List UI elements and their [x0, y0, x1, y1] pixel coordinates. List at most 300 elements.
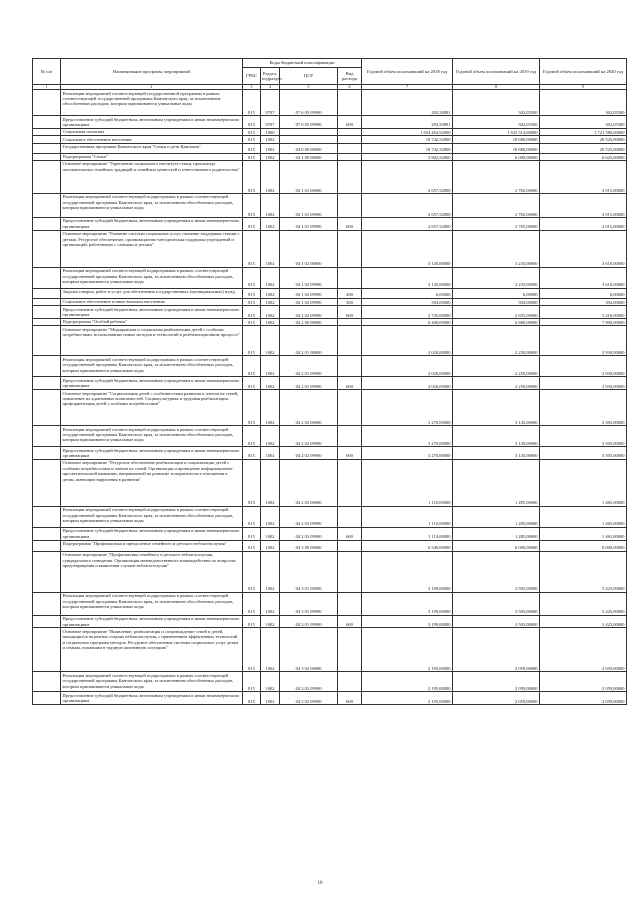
- amount-2018-cell: 3 199,00000: [362, 551, 453, 592]
- grbs-code-cell: 815: [243, 267, 261, 288]
- amount-2019-cell: 2 250,00000: [453, 326, 540, 356]
- expense-type-cell: [338, 136, 362, 143]
- row-number-cell: [33, 551, 61, 592]
- expense-type-cell: [338, 592, 362, 615]
- section-code-cell: 1000: [261, 128, 280, 135]
- table-row: [33, 160, 627, 193]
- row-number-cell: [33, 326, 61, 356]
- amount-2018-cell: 18 742,52000: [362, 136, 453, 143]
- grbs-code-cell: 815: [243, 306, 261, 319]
- program-name-cell: Подпрограмма "Семья": [61, 153, 243, 160]
- grbs-code-cell: 815: [243, 193, 261, 217]
- amount-2019-cell: 6 000,00000: [453, 540, 540, 551]
- amount-2019-cell: 18 680,00000: [453, 136, 540, 143]
- grbs-code-cell: 815: [243, 116, 261, 129]
- table-row: [33, 230, 627, 267]
- column-index-cell: 4: [261, 85, 280, 90]
- amount-2020-cell: 3 425,00000: [540, 615, 627, 628]
- csr-code-cell: 04 2 00 00000: [280, 318, 338, 325]
- amount-2018-cell: 2 195,00000: [362, 692, 453, 705]
- row-number-cell: [33, 377, 61, 390]
- amount-2020-cell: 3 015,00000: [540, 160, 627, 193]
- table-body: [33, 90, 627, 705]
- header-no: № п/п: [33, 59, 61, 85]
- expense-type-cell: [338, 230, 362, 267]
- grbs-code-cell: 815: [243, 230, 261, 267]
- table-row: [33, 298, 627, 305]
- program-name-cell: Предоставление субсидий бюджетным, автономным учреждениям и иным некоммерческим организациям: [61, 377, 243, 390]
- amount-2020-cell: 302,05500: [540, 90, 627, 116]
- amount-2019-cell: 302,05500: [453, 90, 540, 116]
- section-code-cell: 1002: [261, 298, 280, 305]
- amount-2019-cell: 1 285,00000: [453, 527, 540, 540]
- grbs-code-cell: 815: [243, 592, 261, 615]
- amount-2018-cell: 3 145,00000: [362, 267, 453, 288]
- amount-2019-cell: 2 059,00000: [453, 692, 540, 705]
- program-name-cell: Социальная политика: [61, 128, 243, 135]
- expense-type-cell: [338, 672, 362, 692]
- amount-2020-cell: 2 930,00000: [540, 326, 627, 356]
- amount-2020-cell: 1 465,00000: [540, 459, 627, 506]
- expense-type-cell: 600: [338, 527, 362, 540]
- expense-type-cell: [338, 90, 362, 116]
- grbs-code-cell: 815: [243, 551, 261, 592]
- amount-2018-cell: 1 654 464,92000: [362, 128, 453, 135]
- section-code-cell: 1002: [261, 540, 280, 551]
- amount-2019-cell: 6 680,00000: [453, 318, 540, 325]
- expense-type-cell: [338, 628, 362, 672]
- program-name-cell: Предоставление субсидий бюджетным, автономным учреждениям и иным некоммерческим организациям: [61, 615, 243, 628]
- expense-type-cell: [338, 153, 362, 160]
- amount-2018-cell: 2 657,52000: [362, 193, 453, 217]
- amount-2020-cell: 3 505,00000: [540, 390, 627, 426]
- section-code-cell: 1002: [261, 390, 280, 426]
- table-row: [33, 459, 627, 506]
- amount-2018-cell: 6 540,00000: [362, 540, 453, 551]
- amount-2018-cell: 2 195,00000: [362, 628, 453, 672]
- header-2020: Годовой объем ассигнований на 2020 год: [540, 59, 627, 85]
- row-number-cell: [33, 672, 61, 692]
- row-number-cell: [33, 160, 61, 193]
- section-code-cell: 1002: [261, 551, 280, 592]
- table-row: [33, 136, 627, 143]
- grbs-code-cell: 815: [243, 426, 261, 447]
- csr-code-cell: 04 1 02 09990: [280, 306, 338, 319]
- amount-2018-cell: 5 802,52000: [362, 153, 453, 160]
- table-row: [33, 193, 627, 217]
- csr-code-cell: 04 3 02 00000: [280, 628, 338, 672]
- row-number-cell: [33, 136, 61, 143]
- csr-code-cell: 04 1 00 00000: [280, 153, 338, 160]
- amount-2020-cell: 1 721 580,60000: [540, 128, 627, 135]
- amount-2020-cell: 2 930,00000: [540, 377, 627, 390]
- section-code-cell: 1002: [261, 356, 280, 377]
- table-row: [33, 615, 627, 628]
- grbs-code-cell: 815: [243, 356, 261, 377]
- csr-code-cell: 04 2 01 00000: [280, 326, 338, 356]
- csr-code-cell: 04 1 02 00000: [280, 230, 338, 267]
- amount-2018-cell: 1 110,00000: [362, 527, 453, 540]
- amount-2018-cell: 6,00000: [362, 288, 453, 298]
- csr-code-cell: 04 1 01 09990: [280, 193, 338, 217]
- program-name-cell: Основное мероприятие "Выявление, реабилитация и сопровождение семей и детей, находящихся на разных стадиях неблагополучия, с применением эффективных технологий и социальных программ методов. Ресурсное обеспечение системы социальных услуг детям и семьям, попавшим в трудную жизненную ситуацию": [61, 628, 243, 672]
- section-code-cell: 1002: [261, 506, 280, 527]
- section-code-cell: 1002: [261, 692, 280, 705]
- amount-2019-cell: 2 765,00000: [453, 193, 540, 217]
- amount-2019-cell: 2 835,00000: [453, 306, 540, 319]
- csr-code-cell: 04 2 03 09990: [280, 527, 338, 540]
- amount-2018-cell: 3 199,00000: [362, 592, 453, 615]
- section-code-cell: 1002: [261, 377, 280, 390]
- program-name-cell: Реализация мероприятий соответствующей государственной программы в рамках соответствующей государственной программы Камчатского края, за исключением обособленных расходов, которым присваиваются уникальные коды: [61, 90, 243, 116]
- section-code-cell: 1002: [261, 306, 280, 319]
- amount-2018-cell: 293,50891: [362, 116, 453, 129]
- grbs-code-cell: 815: [243, 459, 261, 506]
- column-index-cell: 2: [61, 85, 243, 90]
- table-row: [33, 692, 627, 705]
- grbs-code-cell: 815: [243, 217, 261, 230]
- table-row: [33, 628, 627, 672]
- amount-2020-cell: 2 059,00000: [540, 628, 627, 672]
- row-number-cell: [33, 459, 61, 506]
- row-number-cell: [33, 116, 61, 129]
- program-name-cell: Основное мероприятие "Развитие системы социальных услуг, оказание поддержки семьям с детьми. Ресурсное обеспечение, организационно-методическая поддержка учреждений и организаций, работающих с семьями и детьми": [61, 230, 243, 267]
- csr-code-cell: 04 2 03 00000: [280, 459, 338, 506]
- expense-type-cell: 600: [338, 116, 362, 129]
- csr-code-cell: 04 2 02 00000: [280, 390, 338, 426]
- amount-2018-cell: 18 742,52000: [362, 143, 453, 153]
- amount-2020-cell: 3 505,00000: [540, 426, 627, 447]
- row-number-cell: [33, 298, 61, 305]
- amount-2020-cell: 3 505,00000: [540, 447, 627, 460]
- section-code-cell: 1002: [261, 672, 280, 692]
- row-number-cell: [33, 628, 61, 672]
- amount-2019-cell: 3 145,00000: [453, 447, 540, 460]
- table-row: [33, 143, 627, 153]
- program-name-cell: Предоставление субсидий бюджетным, автономным учреждениям и иным некоммерческим организациям: [61, 447, 243, 460]
- section-code-cell: 1002: [261, 447, 280, 460]
- amount-2019-cell: 394,00000: [453, 298, 540, 305]
- expense-type-cell: [338, 459, 362, 506]
- amount-2020-cell: 3 610,00000: [540, 230, 627, 267]
- header-csr: ЦСР: [280, 68, 338, 85]
- csr-code-cell: 04 2 02 09990: [280, 426, 338, 447]
- program-name-cell: Социальное обеспечение населения: [61, 136, 243, 143]
- program-name-cell: Реализация мероприятий соответствующей подпрограммы в рамках соответствующей государственной программы Камчатского края, за исключением обособленных расходов, которым присваиваются уникальные коды: [61, 592, 243, 615]
- csr-code-cell: 07 6 05 09990: [280, 116, 338, 129]
- expense-type-cell: 600: [338, 217, 362, 230]
- table-row: [33, 318, 627, 325]
- amount-2020-cell: 3 015,00000: [540, 193, 627, 217]
- amount-2018-cell: 3 270,00000: [362, 426, 453, 447]
- section-code-cell: 1002: [261, 143, 280, 153]
- amount-2020-cell: 3 015,00000: [540, 217, 627, 230]
- program-name-cell: Предоставление субсидий бюджетным, автономным учреждениям и иным некоммерческим организациям: [61, 527, 243, 540]
- table-row: [33, 128, 627, 135]
- program-name-cell: Государственная программа Камчатского края "Семья и дети Камчатки": [61, 143, 243, 153]
- budget-table-sheet: [32, 58, 626, 705]
- program-name-cell: Предоставление субсидий бюджетным, автономным учреждениям и иным некоммерческим организациям: [61, 217, 243, 230]
- expense-type-cell: 600: [338, 447, 362, 460]
- amount-2018-cell: 2 020,00000: [362, 356, 453, 377]
- section-code-cell: 1002: [261, 160, 280, 193]
- table-row: [33, 356, 627, 377]
- header-name: Наименование программ, мероприятий: [61, 59, 243, 85]
- column-index-cell: 7: [362, 85, 453, 90]
- row-number-cell: [33, 217, 61, 230]
- program-name-cell: Предоставление субсидий бюджетным, автономным учреждениям и иным некоммерческим организациям: [61, 306, 243, 319]
- expense-type-cell: [338, 506, 362, 527]
- grbs-code-cell: 815: [243, 153, 261, 160]
- grbs-code-cell: 815: [243, 615, 261, 628]
- section-code-cell: 0707: [261, 90, 280, 116]
- expense-type-cell: 600: [338, 615, 362, 628]
- program-name-cell: Предоставление субсидий бюджетным, автономным учреждениям и иным некоммерческим организациям: [61, 116, 243, 129]
- table-row: [33, 447, 627, 460]
- table-row: [33, 377, 627, 390]
- row-number-cell: [33, 90, 61, 116]
- row-number-cell: [33, 143, 61, 153]
- csr-code-cell: 04 1 02 09990: [280, 298, 338, 305]
- header-vr: Вид расхода: [338, 68, 362, 85]
- program-name-cell: Основное мероприятие "Медицинская и социальная реабилитация детей с особыми потребностями, использование новых методов и технологий в реабилитационном процессе": [61, 326, 243, 356]
- amount-2019-cell: 6,00000: [453, 288, 540, 298]
- amount-2020-cell: 20 525,00000: [540, 136, 627, 143]
- program-name-cell: Реализация мероприятий соответствующей подпрограммы в рамках соответствующей государственной программы Камчатского края, за исключением обособленных расходов, которым присваиваются уникальные коды: [61, 506, 243, 527]
- program-name-cell: Реализация мероприятий соответствующей подпрограммы в рамках соответствующей государственной программы Камчатского края, за исключением обособленных расходов, которым присваиваются уникальные коды: [61, 672, 243, 692]
- page-number: 10: [317, 881, 323, 886]
- amount-2020-cell: 2 059,00000: [540, 692, 627, 705]
- expense-type-cell: [338, 390, 362, 426]
- grbs-code-cell: 815: [243, 506, 261, 527]
- grbs-code-cell: 815: [243, 377, 261, 390]
- grbs-code-cell: 815: [243, 90, 261, 116]
- section-code-cell: 1002: [261, 230, 280, 267]
- expense-type-cell: 200: [338, 288, 362, 298]
- row-number-cell: [33, 128, 61, 135]
- expense-type-cell: [338, 326, 362, 356]
- row-number-cell: [33, 306, 61, 319]
- program-name-cell: Предоставление субсидий бюджетным, автономным учреждениям и иным некоммерческим организациям: [61, 692, 243, 705]
- amount-2020-cell: 6 000,00000: [540, 540, 627, 551]
- table-row: [33, 672, 627, 692]
- amount-2019-cell: 302,05500: [453, 116, 540, 129]
- amount-2018-cell: 3 270,00000: [362, 390, 453, 426]
- section-code-cell: 1002: [261, 267, 280, 288]
- table-row: [33, 540, 627, 551]
- csr-code-cell: 04 3 01 09990: [280, 592, 338, 615]
- section-code-cell: 1002: [261, 153, 280, 160]
- program-name-cell: Основное мероприятие "Ресурсное обеспечение реабилитации и социализации детей с особыми потребностями и членов их семей. Организация и проведение информационно-просветительской кампании, направленной на развитие толерантности в отношении к детям, имеющим нарушения в развитии": [61, 459, 243, 506]
- section-code-cell: 1002: [261, 426, 280, 447]
- amount-2018-cell: 2 657,52000: [362, 160, 453, 193]
- csr-code-cell: 07 6 05 09990: [280, 90, 338, 116]
- amount-2020-cell: 3 610,00000: [540, 267, 627, 288]
- amount-2020-cell: 302,05500: [540, 116, 627, 129]
- amount-2019-cell: 3 505,00000: [453, 551, 540, 592]
- expense-type-cell: [338, 160, 362, 193]
- expense-type-cell: [338, 318, 362, 325]
- expense-type-cell: [338, 267, 362, 288]
- program-name-cell: Реализация мероприятий соответствующей подпрограммы в рамках соответствующей государственной программы Камчатского края, за исключением обособленных расходов, которым присваиваются уникальные коды: [61, 426, 243, 447]
- grbs-code-cell: 815: [243, 527, 261, 540]
- amount-2019-cell: 2 250,00000: [453, 377, 540, 390]
- header-codes-group: Коды бюджетной классификации: [243, 59, 362, 68]
- grbs-code-cell: 815: [243, 447, 261, 460]
- table-row: [33, 506, 627, 527]
- amount-2018-cell: 394,00000: [362, 298, 453, 305]
- column-index-cell: 8: [453, 85, 540, 90]
- amount-2019-cell: 18 680,00000: [453, 143, 540, 153]
- csr-code-cell: 04 2 02 09990: [280, 447, 338, 460]
- table-header: [33, 59, 627, 90]
- section-code-cell: 1002: [261, 217, 280, 230]
- amount-2019-cell: 2 250,00000: [453, 356, 540, 377]
- header-2018: Годовой объем ассигнований на 2018 год: [362, 59, 453, 85]
- section-code-cell: 1002: [261, 615, 280, 628]
- amount-2018-cell: 293,50891: [362, 90, 453, 116]
- program-name-cell: Основное мероприятие "Профилактика семейного и детского неблагополучия, суицидального поведения. Организация межведомственного взаимодействия по вопросам предотвращения и выявления случаев неблагополучия": [61, 551, 243, 592]
- amount-2020-cell: 6 625,00000: [540, 153, 627, 160]
- table-row: [33, 267, 627, 288]
- row-number-cell: [33, 592, 61, 615]
- section-code-cell: 1002: [261, 459, 280, 506]
- column-index-cell: 1: [33, 85, 61, 90]
- expense-type-cell: [338, 143, 362, 153]
- section-code-cell: 1002: [261, 136, 280, 143]
- program-name-cell: Основное мероприятие "Социализация детей с особенностями развития и членов их семей, повышение их адаптивных возможностей. Социокультурная и трудовая реабилитация, профориентация детей с особыми потребностями": [61, 390, 243, 426]
- amount-2018-cell: 2 020,00000: [362, 326, 453, 356]
- row-number-cell: [33, 267, 61, 288]
- section-code-cell: 1002: [261, 527, 280, 540]
- amount-2018-cell: 2 195,00000: [362, 672, 453, 692]
- column-index-cell: 9: [540, 85, 627, 90]
- table-row: [33, 217, 627, 230]
- table-row: [33, 90, 627, 116]
- amount-2020-cell: 2 059,00000: [540, 672, 627, 692]
- section-code-cell: 1002: [261, 592, 280, 615]
- row-number-cell: [33, 426, 61, 447]
- amount-2019-cell: 1 285,00000: [453, 459, 540, 506]
- table-row: [33, 592, 627, 615]
- expense-type-cell: [338, 426, 362, 447]
- row-number-cell: [33, 447, 61, 460]
- column-index-cell: 3: [243, 85, 261, 90]
- csr-code-cell: 04 2 01 09990: [280, 377, 338, 390]
- grbs-code-cell: 815: [243, 326, 261, 356]
- amount-2018-cell: 6 400,00000: [362, 318, 453, 325]
- grbs-code-cell: 815: [243, 136, 261, 143]
- program-name-cell: Реализация мероприятий соответствующей подпрограммы в рамках соответствующей государственной программы Камчатского края, за исключением обособленных расходов, которым присваиваются уникальные коды: [61, 356, 243, 377]
- csr-code-cell: 04 3 02 09990: [280, 692, 338, 705]
- expense-type-cell: 600: [338, 692, 362, 705]
- grbs-code-cell: 815: [243, 318, 261, 325]
- csr-code-cell: 04 3 01 00000: [280, 551, 338, 592]
- program-name-cell: Закупка товаров, работ и услуг для обеспечения государственных (муниципальных) нужд: [61, 288, 243, 298]
- amount-2018-cell: 2 020,00000: [362, 377, 453, 390]
- row-number-cell: [33, 153, 61, 160]
- section-code-cell: 1002: [261, 288, 280, 298]
- expense-type-cell: [338, 540, 362, 551]
- amount-2020-cell: 3 210,00000: [540, 306, 627, 319]
- csr-code-cell: [280, 128, 338, 135]
- amount-2019-cell: 1 285,00000: [453, 506, 540, 527]
- csr-code-cell: 04 3 01 09990: [280, 615, 338, 628]
- amount-2020-cell: 2 930,00000: [540, 356, 627, 377]
- program-name-cell: Основное мероприятие "Укрепление социального института семьи, пропаганда положительных семейных традиций и семейных ценностей и ответственного родительства": [61, 160, 243, 193]
- amount-2018-cell: 3 145,00000: [362, 230, 453, 267]
- program-name-cell: Социальное обеспечение и иные выплаты населению: [61, 298, 243, 305]
- csr-code-cell: 04 2 03 09990: [280, 506, 338, 527]
- table-row: [33, 527, 627, 540]
- expense-type-cell: 600: [338, 377, 362, 390]
- expense-type-cell: [338, 128, 362, 135]
- table-row: [33, 551, 627, 592]
- grbs-code-cell: 815: [243, 672, 261, 692]
- amount-2020-cell: 7 900,00000: [540, 318, 627, 325]
- row-number-cell: [33, 288, 61, 298]
- table-row: [33, 153, 627, 160]
- amount-2019-cell: 2 059,00000: [453, 628, 540, 672]
- amount-2020-cell: 20 525,00000: [540, 143, 627, 153]
- csr-code-cell: 04 0 00 00000: [280, 143, 338, 153]
- expense-type-cell: [338, 551, 362, 592]
- csr-code-cell: 04 3 02 09990: [280, 672, 338, 692]
- table-row: [33, 426, 627, 447]
- amount-2020-cell: 6,00000: [540, 288, 627, 298]
- expense-type-cell: 600: [338, 306, 362, 319]
- row-number-cell: [33, 390, 61, 426]
- row-number-cell: [33, 692, 61, 705]
- expense-type-cell: [338, 356, 362, 377]
- grbs-code-cell: 815: [243, 288, 261, 298]
- csr-code-cell: 04 1 01 09990: [280, 217, 338, 230]
- expense-type-cell: 300: [338, 298, 362, 305]
- amount-2018-cell: 3 270,00000: [362, 447, 453, 460]
- table-row: [33, 116, 627, 129]
- amount-2019-cell: 2 765,00000: [453, 217, 540, 230]
- row-number-cell: [33, 230, 61, 267]
- amount-2020-cell: 1 465,00000: [540, 527, 627, 540]
- row-number-cell: [33, 356, 61, 377]
- header-2019: Годовой объем ассигнований на 2019 год: [453, 59, 540, 85]
- grbs-code-cell: 815: [243, 298, 261, 305]
- row-number-cell: [33, 193, 61, 217]
- csr-code-cell: 04 1 02 09990: [280, 267, 338, 288]
- csr-code-cell: 04 1 02 09990: [280, 288, 338, 298]
- amount-2018-cell: 2 657,52000: [362, 217, 453, 230]
- section-code-cell: 0707: [261, 116, 280, 129]
- csr-code-cell: [280, 136, 338, 143]
- amount-2019-cell: 2 059,00000: [453, 672, 540, 692]
- amount-2018-cell: 1 110,00000: [362, 459, 453, 506]
- program-name-cell: Реализация мероприятий соответствующей подпрограммы в рамках соответствующей государственной программы Камчатского края, за исключением обособленных расходов, которым присваиваются уникальные коды: [61, 193, 243, 217]
- amount-2019-cell: 3 505,00000: [453, 615, 540, 628]
- expense-type-cell: [338, 193, 362, 217]
- grbs-code-cell: 815: [243, 390, 261, 426]
- table-row: [33, 390, 627, 426]
- budget-table: [32, 58, 627, 705]
- header-rzpr: Раздел, подраздел: [261, 68, 280, 85]
- program-name-cell: Реализация мероприятий соответствующей подпрограммы в рамках соответствующей государственной программы Камчатского края, за исключением обособленных расходов, которым присваиваются уникальные коды: [61, 267, 243, 288]
- amount-2018-cell: 1 110,00000: [362, 506, 453, 527]
- csr-code-cell: 04 2 01 09990: [280, 356, 338, 377]
- grbs-code-cell: 815: [243, 628, 261, 672]
- row-number-cell: [33, 527, 61, 540]
- row-number-cell: [33, 318, 61, 325]
- amount-2018-cell: 3 199,00000: [362, 615, 453, 628]
- program-name-cell: Подпрограмма "Профилактика и преодоление семейного и детского неблагополучия": [61, 540, 243, 551]
